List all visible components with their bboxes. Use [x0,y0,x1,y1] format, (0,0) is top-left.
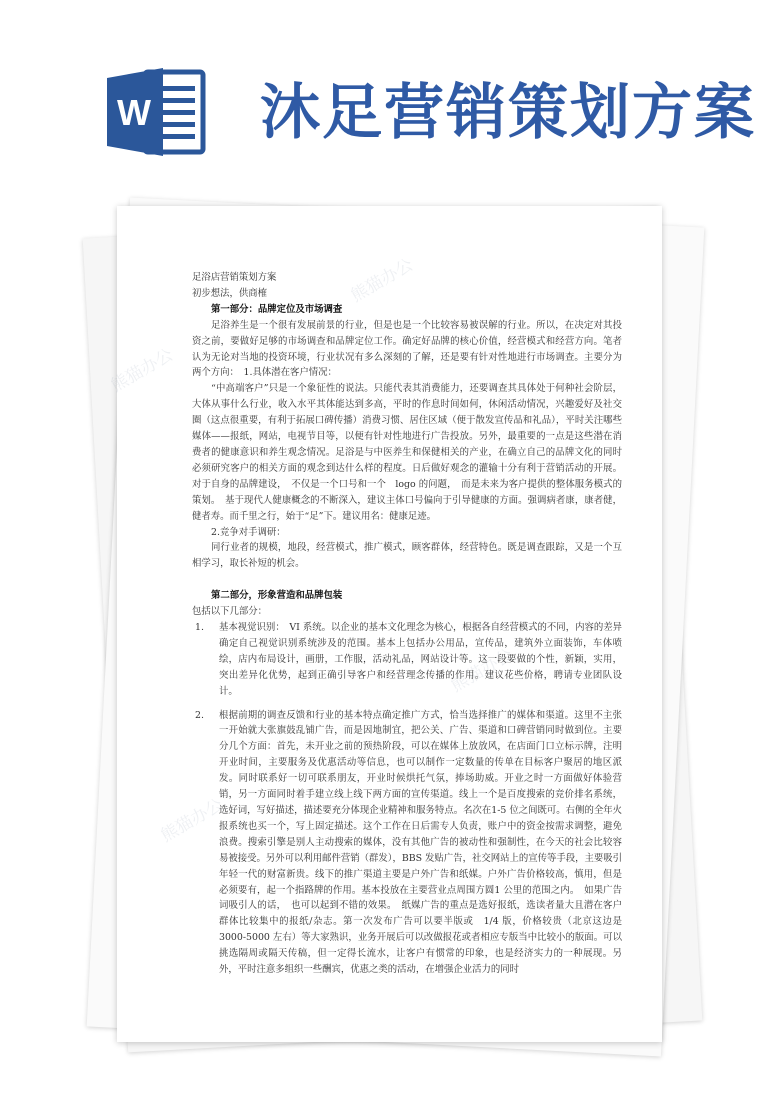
intro-line: 初步想法，供商榷 [192,287,268,299]
part1-paragraph-1: 足浴养生是一个很有发展前景的行业，但是也是一个比较容易被误解的行业。所以，在决定对其投资之前，要做好足够的市场调查和品牌定位工作。确定好品牌的核心价值，经营模式和经营方向。笔者认为无论对当地的投资环境，行业状况有多么深刻的了解，还是要有针对性地进行市场调查。主要分为两个方向： 1.具体潜在客户情况： [192,319,622,379]
part1-paragraph-3: 同行业者的规模，地段，经营模式，推广模式，顾客群体，经营特色。既是调查跟踪，又是一个互相学习，取长补短的机会。 [192,542,622,570]
page-title: 沐足营销策划方案 [260,78,756,148]
spacer [192,700,622,708]
numbered-item [192,620,622,700]
item-text: 根据前期的调查反馈和行业的基本特点确定推广方式，恰当选择推广的媒体和渠道。这里不主张一开始就大张旗鼓乱铺广告，而是因地制宜，把公关、广告、渠道和口碑营销同时做到位。主要分几个方面：首先，未开业之前的预热阶段，可以在媒体上放放风，在店面门口立标示牌，注明开业时间，主要服务及优惠活动等信息，也可以制作一定数量的传单在目标客户聚居的地区派发。同时联系好一切可联系朋友，开业时候烘托气氛，捧场助威。开业之时一方面做好体验营销，另一方面同时着手建立线上线下两方面的宣传渠道。线上一个是百度搜索的竞价排名系统，选好词，写好描述，描述要充分体现企业精神和服务特点。名次在1-5 位之间既可。右侧的全年火报系统也买一个，写上固定描述。这个工作在日后需专人负责，账户中的资金按需求调整，避免浪费。搜索引擎是别人主动搜索的媒体，没有其他广告的被动性和强制性，在今天的社会比较容易被接受。另外可以利用邮件营销（群发），BBS 发贴广告，社交网站上的宣传等手段，主要吸引年轻一代的财富新贵。线下的推广渠道主要是户外广告和纸媒。户外广告价格较高，慎用，但是必须要有，起一个指路牌的作用。基本投放在主要营业点周围方圆1 公里的范围之内。 如果广告词吸引人的话， 也可以起到不错的效果。 纸媒广告的重点是选好报纸，选读者量大且潜在客户群体比较集中的报纸/杂志。第一次发布广告可以要半版或 1/4 版，价格较贵（北京这边是 3000-5000 左右）等大家熟识，业务开展后可以改做报花或者相应专版当中比较小的版面。可以挑选隔周或隔天传稿，但一定得长流水，让客户有惯常的印象，也是经济实力的一种展现。另外，平时注意多组织一些酬宾，优惠之类的活动，在增强企业活力的同时 [219,709,632,976]
item-text: 基本视觉识别： VI 系统。以企业的基本文化理念为核心，根据各自经营模式的不同，内容的差异确定自己视觉识别系统涉及的范围。基本上包括办公用品，宣传品，建筑外立面装饰，车体喷绘，店内布局设计，画册，工作服，活动礼品，网站设计等。这一段要做的个性，新颖，实用，突出差异化优势，起到正确引导客户和经营理念传播的作用。建议花些价格，聘请专业团队设计。 [219,622,622,697]
part1-paragraph-2: “中高端客户”只是一个象征性的说法。只能代表其消费能力，还要调查其具体处于何种社会阶层，大体从事什么行业，收入水平其体能达到多高，平时的作息时间如何，休闲活动情况，兴趣爱好及社交圈（这点很重要，有利于拓展口碑传播）消费习惯、居住区域（便于散发宣传品和礼品），平时关注哪些媒体——报纸，网站，电视节目等，以便有针对性地进行广告投放。另外，最重要的一点是这些潜在消费者的健康意识和养生观念情况。足浴是与中医养生和保健相关的产业，在确立自己的品牌文化的同时必须研究客户的相关方面的观念到达什么样的程度。日后做好观念的灌输十分有利于营销活动的开展。对于自身的品牌建设， 不仅是一个口号和一个 logo 的问题， 而是未来为客户提供的整体服务模式的策划。 基于现代人健康概念的不断深入，建议主体口号偏向于引导健康的方面。强调病者康，康者健，健者寿。而千里之行，始于“足”下。建议用名：健康足迹。 [192,383,622,522]
part1-subheading-2: 2.竞争对手调研： [211,526,286,538]
part2-heading: 第二部分，形象营造和品牌包装 [211,590,343,602]
item-number: 1. [195,622,204,634]
item-number: 2. [195,709,204,721]
part2-intro: 包括以下几部分： [192,606,268,618]
document-page [107,206,662,1042]
watermark: 熊猫办公 [347,255,417,307]
document-title: 足浴店营销策划方案 [192,272,277,283]
part1-heading: 第一部分：品牌定位及市场调查 [211,303,343,315]
watermark: 熊猫办公 [107,345,177,397]
document-body [192,270,632,978]
header [0,0,780,190]
word-document-icon [107,68,207,156]
watermark: 熊猫办公 [157,795,227,847]
spacer [192,572,622,588]
watermark: 熊猫办公 [447,645,517,697]
svg-text:W: W [117,92,151,133]
numbered-item [192,708,632,978]
